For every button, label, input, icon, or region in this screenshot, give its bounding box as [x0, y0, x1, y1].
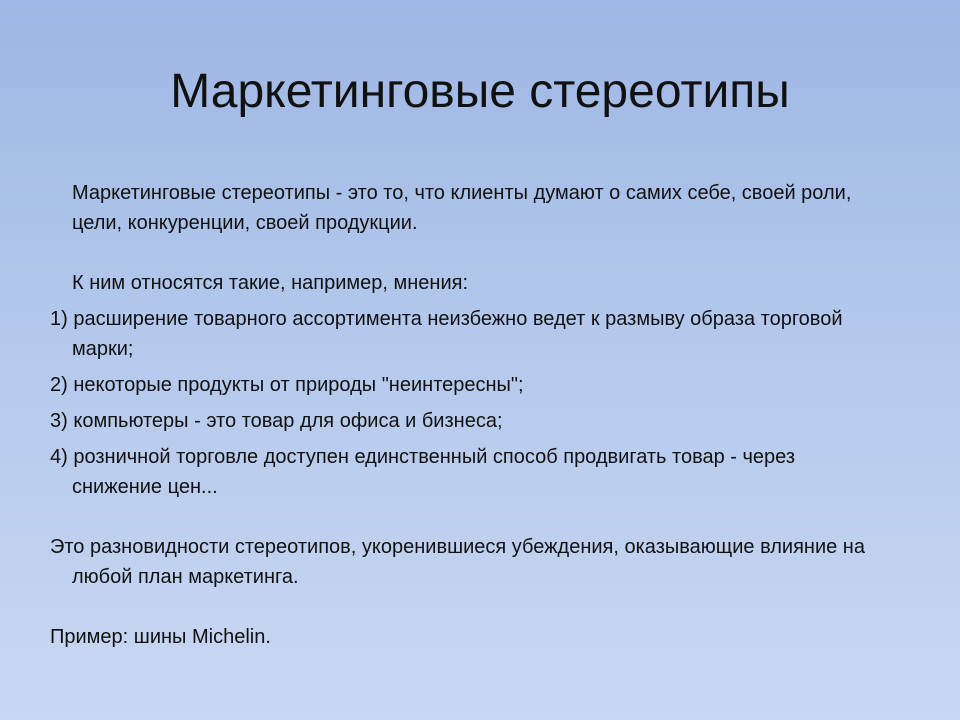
slide-title: Маркетинговые стереотипы [170, 65, 790, 118]
list-item: 3) компьютеры - это товар для офиса и бизнеса; [50, 410, 503, 432]
slide-body [50, 178, 870, 652]
lead-paragraph: К ним относятся такие, например, мнения: [72, 272, 469, 294]
example-paragraph: Пример: шины Michelin. [50, 626, 271, 648]
list-item: 4) розничной торговле доступен единственный способ продвигать товар - через снижение цен... [50, 446, 796, 498]
list-item: 1) расширение товарного ассортимента неизбежно ведет к размыву образа торговой марки; [50, 308, 843, 360]
list-item: 2) некоторые продукты от природы "неинтересны"; [50, 374, 524, 396]
conclusion-paragraph: Это разновидности стереотипов, укоренившиеся убеждения, оказывающие влияние на любой план маркетинга. [50, 536, 865, 588]
intro-paragraph: Маркетинговые стереотипы - это то, что клиенты думают о самих себе, своей роли, цели, конкуренции, своей продукции. [72, 182, 852, 234]
